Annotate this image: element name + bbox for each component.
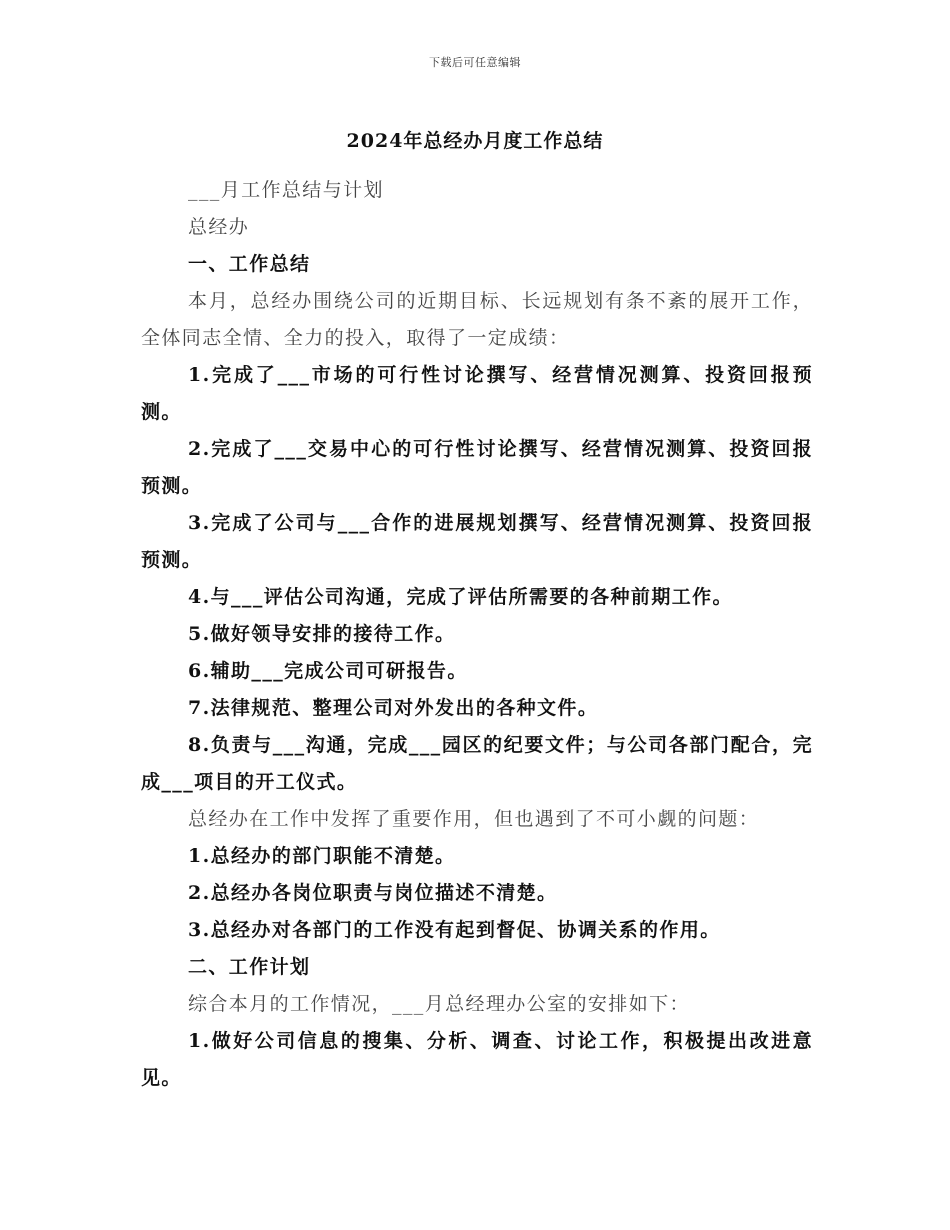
header-note: 下载后可任意编辑 [429,56,521,69]
summary-item-6: 6.辅助___完成公司可研报告。 [188,660,468,682]
problem-item-2: 2.总经办各岗位职责与岗位描述不清楚。 [188,882,558,904]
summary-item-3: 3.完成了公司与___合作的进展规划撰写、经营情况测算、投资回报预测。 [141,512,813,571]
section-heading-plan: 二、工作计划 [188,956,311,978]
summary-item-4: 4.与___评估公司沟通，完成了评估所需要的各种前期工作。 [188,586,733,608]
department-line: 总经办 [188,216,250,238]
subtitle-line: ___月工作总结与计划 [188,179,384,201]
section-heading-summary: 一、工作总结 [188,253,311,275]
document-body [141,172,813,1097]
problem-item-3: 3.总经办对各部门的工作没有起到督促、协调关系的作用。 [188,919,721,941]
summary-intro-paragraph: 本月，总经办围绕公司的近期目标、长远规划有条不紊的展开工作，全体同志全情、全力的投入，取得了一定成绩： [141,290,813,349]
plan-item-1: 1.做好公司信息的搜集、分析、调查、讨论工作，积极提出改进意见。 [141,1030,813,1089]
plan-intro-paragraph: 综合本月的工作情况，___月总经理办公室的安排如下： [188,993,690,1015]
summary-item-5: 5.做好领导安排的接待工作。 [188,623,456,645]
summary-item-2: 2.完成了___交易中心的可行性讨论撰写、经营情况测算、投资回报预测。 [141,438,813,497]
document-title: 2024年总经办月度工作总结 [346,130,604,152]
summary-item-8: 8.负责与___沟通，完成___园区的纪要文件；与公司各部门配合，完成___项目的开工仪式。 [141,734,813,793]
problem-item-1: 1.总经办的部门职能不清楚。 [188,845,456,867]
summary-item-7: 7.法律规范、整理公司对外发出的各种文件。 [188,697,599,719]
problems-intro-paragraph: 总经办在工作中发挥了重要作用，但也遇到了不可小觑的问题： [188,808,760,830]
summary-item-1: 1.完成了___市场的可行性讨论撰写、经营情况测算、投资回报预测。 [141,364,813,423]
